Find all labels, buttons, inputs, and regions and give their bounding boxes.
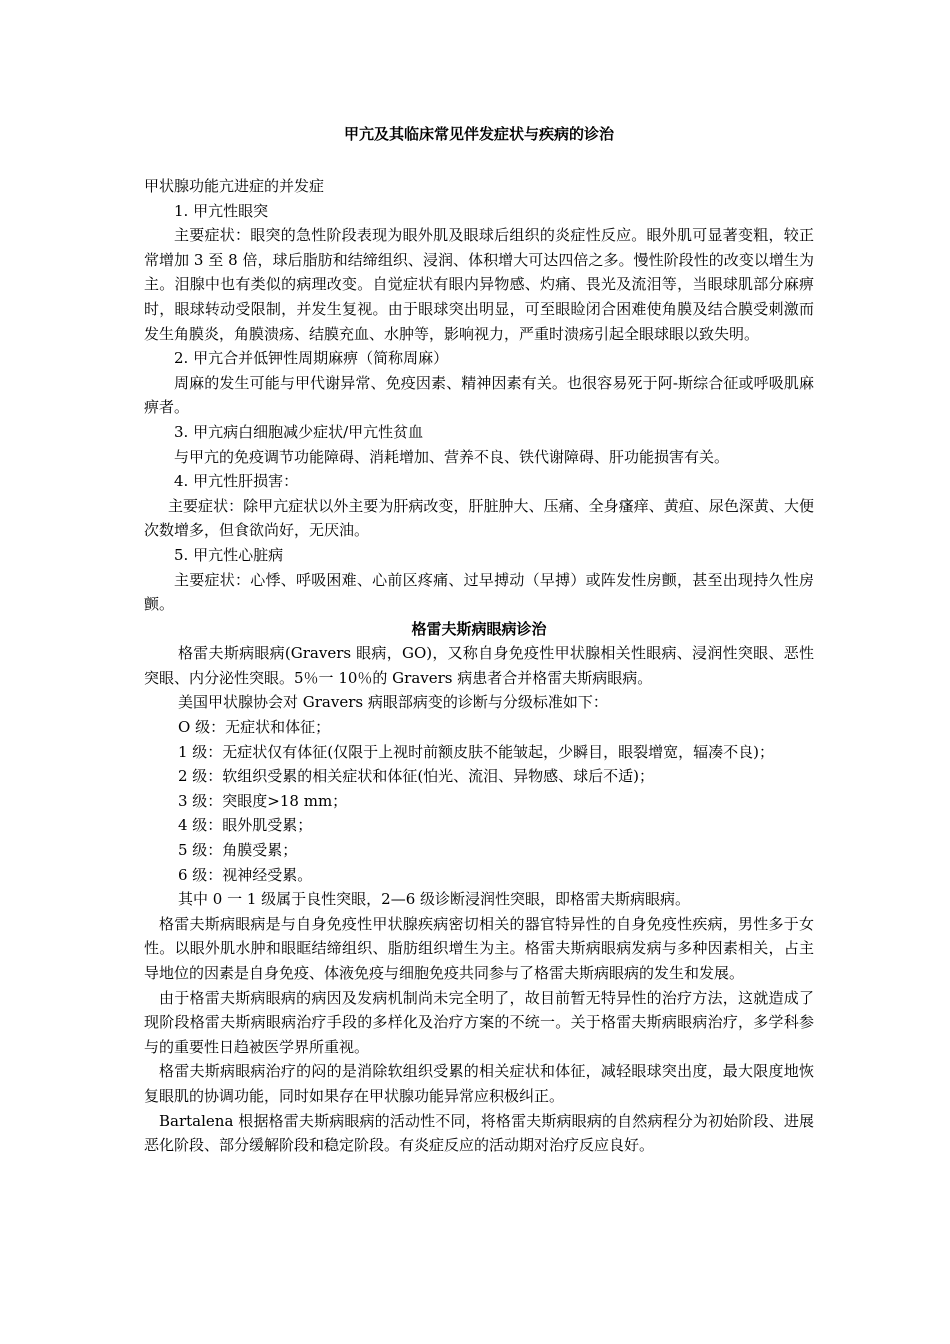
grade-item: 1 级：无症状仅有体征(仅限于上视时前额皮肤不能皱起，少瞬目，眼裂增宽，辐凑不良)； bbox=[178, 742, 775, 761]
document-body bbox=[144, 122, 814, 1158]
grade-item: 6 级：视神经受累。 bbox=[178, 865, 313, 884]
item-heading-5: 5. 甲亢性心脏病 bbox=[174, 545, 284, 564]
document-title: 甲亢及其临床常见伴发症状与疾病的诊治 bbox=[343, 125, 614, 143]
grade-item: 3 级：突眼度>18 mm； bbox=[178, 791, 348, 810]
item-body-2: 周麻的发生可能与甲代谢异常、免疫因素、精神因素有关。也很容易死于阿-斯综合征或呼吸肌麻痹者。 bbox=[144, 373, 814, 417]
graves-paragraph: 由于格雷夫斯病眼病的病因及发病机制尚未完全明了，故目前暂无特异性的治疗方法，这就造成了现阶段格雷夫斯病眼病治疗手段的多样化及治疗方案的不统一。关于格雷夫斯病眼病治疗，多学科参与的重要性日趋被医学界所重视。 bbox=[144, 988, 814, 1056]
graves-section-heading: 格雷夫斯病眼病诊治 bbox=[411, 619, 547, 638]
graves-paragraph: 格雷夫斯病眼病治疗的闷的是消除软组织受累的相关症状和体征，减轻眼球突出度，最大限度地恢复眼肌的协调功能，同时如果存在甲状腺功能异常应积极纠正。 bbox=[144, 1062, 814, 1105]
item-heading-3: 3. 甲亢病白细胞减少症状/甲亢性贫血 bbox=[174, 422, 424, 441]
item-body-4: 主要症状：除甲亢症状以外主要为肝病改变，肝脏肿大、压痛、全身瘙痒、黄疸、尿色深黄、大便次数增多，但食欲尚好，无厌油。 bbox=[144, 496, 814, 540]
grade-item: O 级：无症状和体征； bbox=[178, 718, 331, 737]
item-body-1: 主要症状：眼突的急性阶段表现为眼外肌及眼球后组织的炎症性反应。眼外肌可显著变粗，较正常增加 3 至 8 倍，球后脂肪和结缔组织、浸润、体积增大可达四倍之多。慢性阶段性的改变以增生为主。泪腺中也有类似的病理改变。自觉症状有眼内异物感、灼痛、畏光及流泪等，当眼球肌部分麻痹时，眼球转动受限制，并发生复视。由于眼球突出明显，可至眼睑闭合困难使角膜及结合膜受刺激而发生角膜炎，角膜溃疡、结膜充血、水肿等，影响视力，严重时溃疡引起全眼球眼以致失明。 bbox=[144, 226, 814, 343]
graves-criteria-intro: 美国甲状腺协会对 Gravers 病眼部病变的诊断与分级标准如下： bbox=[178, 693, 608, 712]
item-heading-4: 4. 甲亢性肝损害： bbox=[174, 472, 299, 491]
grade-item: 2 级：软组织受累的相关症状和体征(怕光、流泪、异物感、球后不适)； bbox=[178, 767, 655, 786]
item-body-3: 与甲亢的免疫调节功能障碍、消耗增加、营养不良、铁代谢障碍、肝功能损害有关。 bbox=[174, 447, 730, 466]
grade-summary: 其中 0 一 1 级属于良性突眼，2—6 级诊断浸润性突眼，即格雷夫斯病眼病。 bbox=[178, 890, 691, 909]
graves-paragraph: Bartalena 根据格雷夫斯病眼病的活动性不同，将格雷夫斯病眼病的自然病程分为初始阶段、进展恶化阶段、部分缓解阶段和稳定阶段。有炎症反应的活动期对治疗反应良好。 bbox=[144, 1111, 814, 1155]
item-heading-2: 2. 甲亢合并低钾性周期麻痹（简称周麻） bbox=[174, 349, 449, 368]
item-heading-1: 1. 甲亢性眼突 bbox=[174, 201, 269, 220]
graves-paragraph: 格雷夫斯病眼病是与自身免疫性甲状腺疾病密切相关的器官特异性的自身免疫性疾病，男性多于女性。以眼外肌水肿和眼眶结缔组织、脂肪组织增生为主。格雷夫斯病眼病发病与多种因素相关，占主导地位的因素是自身免疫、体液免疫与细胞免疫共同参与了格雷夫斯病眼病的发生和发展。 bbox=[144, 914, 814, 982]
grade-item: 4 级：眼外肌受累； bbox=[178, 816, 313, 835]
item-body-5: 主要症状：心悸、呼吸困难、心前区疼痛、过早搏动（早搏）或阵发性房颤，甚至出现持久性房颤。 bbox=[144, 570, 814, 614]
section-heading: 甲状腺功能亢进症的并发症 bbox=[144, 177, 325, 195]
graves-intro: 格雷夫斯病眼病(Gravers 眼病，GO)，又称自身免疫性甲状腺相关性眼病、浸润性突眼、恶性突眼、内分泌性突眼。5％一 10％的 Gravers 病患者合并格雷夫斯病眼病。 bbox=[144, 644, 814, 687]
grade-item: 5 级：角膜受累； bbox=[178, 841, 298, 860]
